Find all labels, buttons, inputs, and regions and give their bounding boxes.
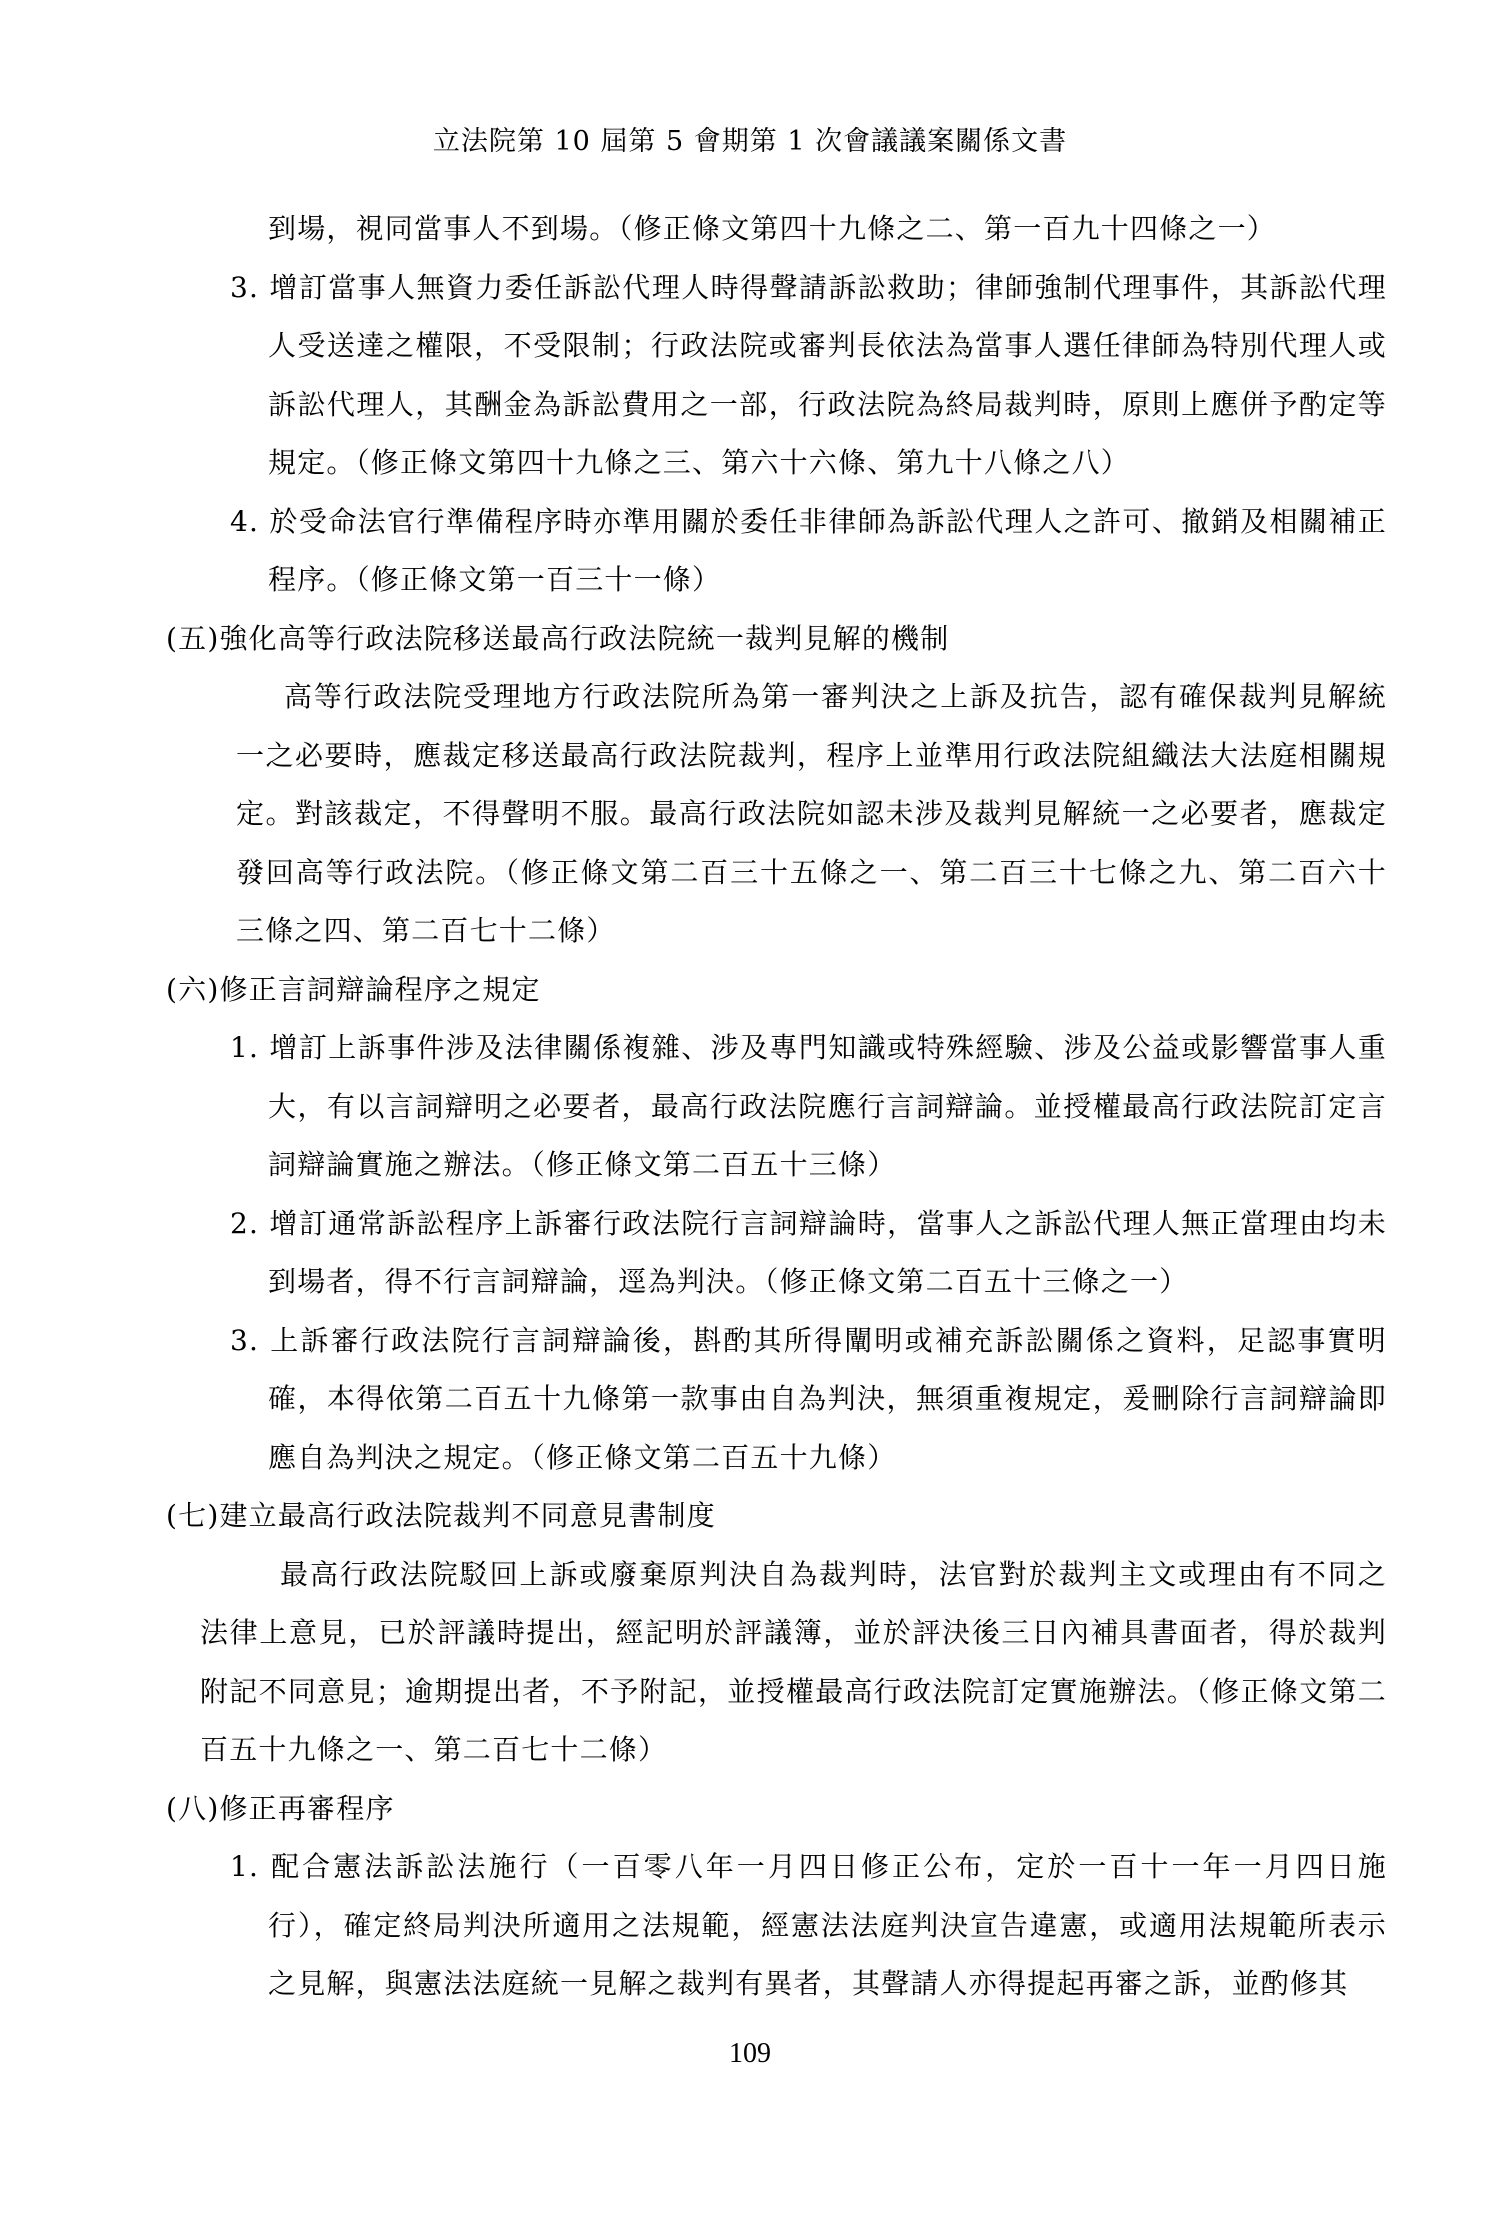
section-7-paragraph: 最高行政法院駁回上訴或廢棄原判決自為裁判時，法官對於裁判主文或理由有不同之法律上意見，已於評議時提出，經記明於評議簿，並於評決後三日內補具書面者，得於裁判附記不同意見；逾期提出者，不予附記，並授權最高行政法院訂定實施辦法。（修正條文第二百五十九條之一、第二百七十二條）	[200, 1557, 1387, 1766]
list-item-4: 4. 於受命法官行準備程序時亦準用關於委任非律師為訴訟代理人之許可、撤銷及相關補正程序。（修正條文第一百三十一條）	[230, 504, 1387, 596]
section-5-paragraph: 高等行政法院受理地方行政法院所為第一審判決之上訴及抗告，認有確保裁判見解統一之必要時，應裁定移送最高行政法院裁判，程序上並準用行政法院組織法大法庭相關規定。對該裁定，不得聲明不服。最高行政法院如認未涉及裁判見解統一之必要者，應裁定發回高等行政法院。（修正條文第二百三十五條之一、第二百三十七條之九、第二百六十三條之四、第二百七十二條）	[236, 680, 1387, 947]
section-8-heading: (八)修正再審程序	[166, 1791, 395, 1825]
page-number: 109	[729, 2038, 771, 2069]
document-body	[166, 200, 1387, 2014]
section-7-heading: (七)建立最高行政法院裁判不同意見書制度	[166, 1499, 716, 1532]
document-header: 立法院第 10 屆第 5 會期第 1 次會議議案關係文書	[432, 126, 1068, 157]
section-6-item-3: 3. 上訴審行政法院行言詞辯論後，斟酌其所得闡明或補充訴訟關係之資料，足認事實明確，本得依第二百五十九條第一款事由自為判決，無須重複規定，爰刪除行言詞辯論即應自為判決之規定。（修正條文第二百五十九條）	[230, 1323, 1387, 1474]
continued-text: 到場，視同當事人不到場。（修正條文第四十九條之二、第一百九十四條之一）	[268, 212, 1277, 245]
section-6-heading: (六)修正言詞辯論程序之規定	[166, 972, 541, 1006]
list-item-3: 3. 增訂當事人無資力委任訴訟代理人時得聲請訴訟救助；律師強制代理事件，其訴訟代理人受送達之權限，不受限制；行政法院或審判長依法為當事人選任律師為特別代理人或訴訟代理人，其酬金為訴訟費用之一部，行政法院為終局裁判時，原則上應併予酌定等規定。（修正條文第四十九條之三、第六十六條、第九十八條之八）	[230, 270, 1387, 479]
section-6-item-2: 2. 增訂通常訴訟程序上訴審行政法院行言詞辯論時，當事人之訴訟代理人無正當理由均未到場者，得不行言詞辯論，逕為判決。（修正條文第二百五十三條之一）	[230, 1206, 1387, 1298]
section-8-item-1: 1. 配合憲法訴訟法施行（一百零八年一月四日修正公布，定於一百十一年一月四日施行），確定終局判決所適用之法規範，經憲法法庭判決宣告違憲，或適用法規範所表示之見解，與憲法法庭統一見解之裁判有異者，其聲請人亦得提起再審之訴，並酌修其	[230, 1850, 1387, 2000]
section-6-item-1: 1. 增訂上訴事件涉及法律關係複雜、涉及專門知識或特殊經驗、涉及公益或影響當事人重大，有以言詞辯明之必要者，最高行政法院應行言詞辯論。並授權最高行政法院訂定言詞辯論實施之辦法。（修正條文第二百五十三條）	[230, 1031, 1387, 1181]
section-5-heading: (五)強化高等行政法院移送最高行政法院統一裁判見解的機制	[166, 621, 950, 655]
